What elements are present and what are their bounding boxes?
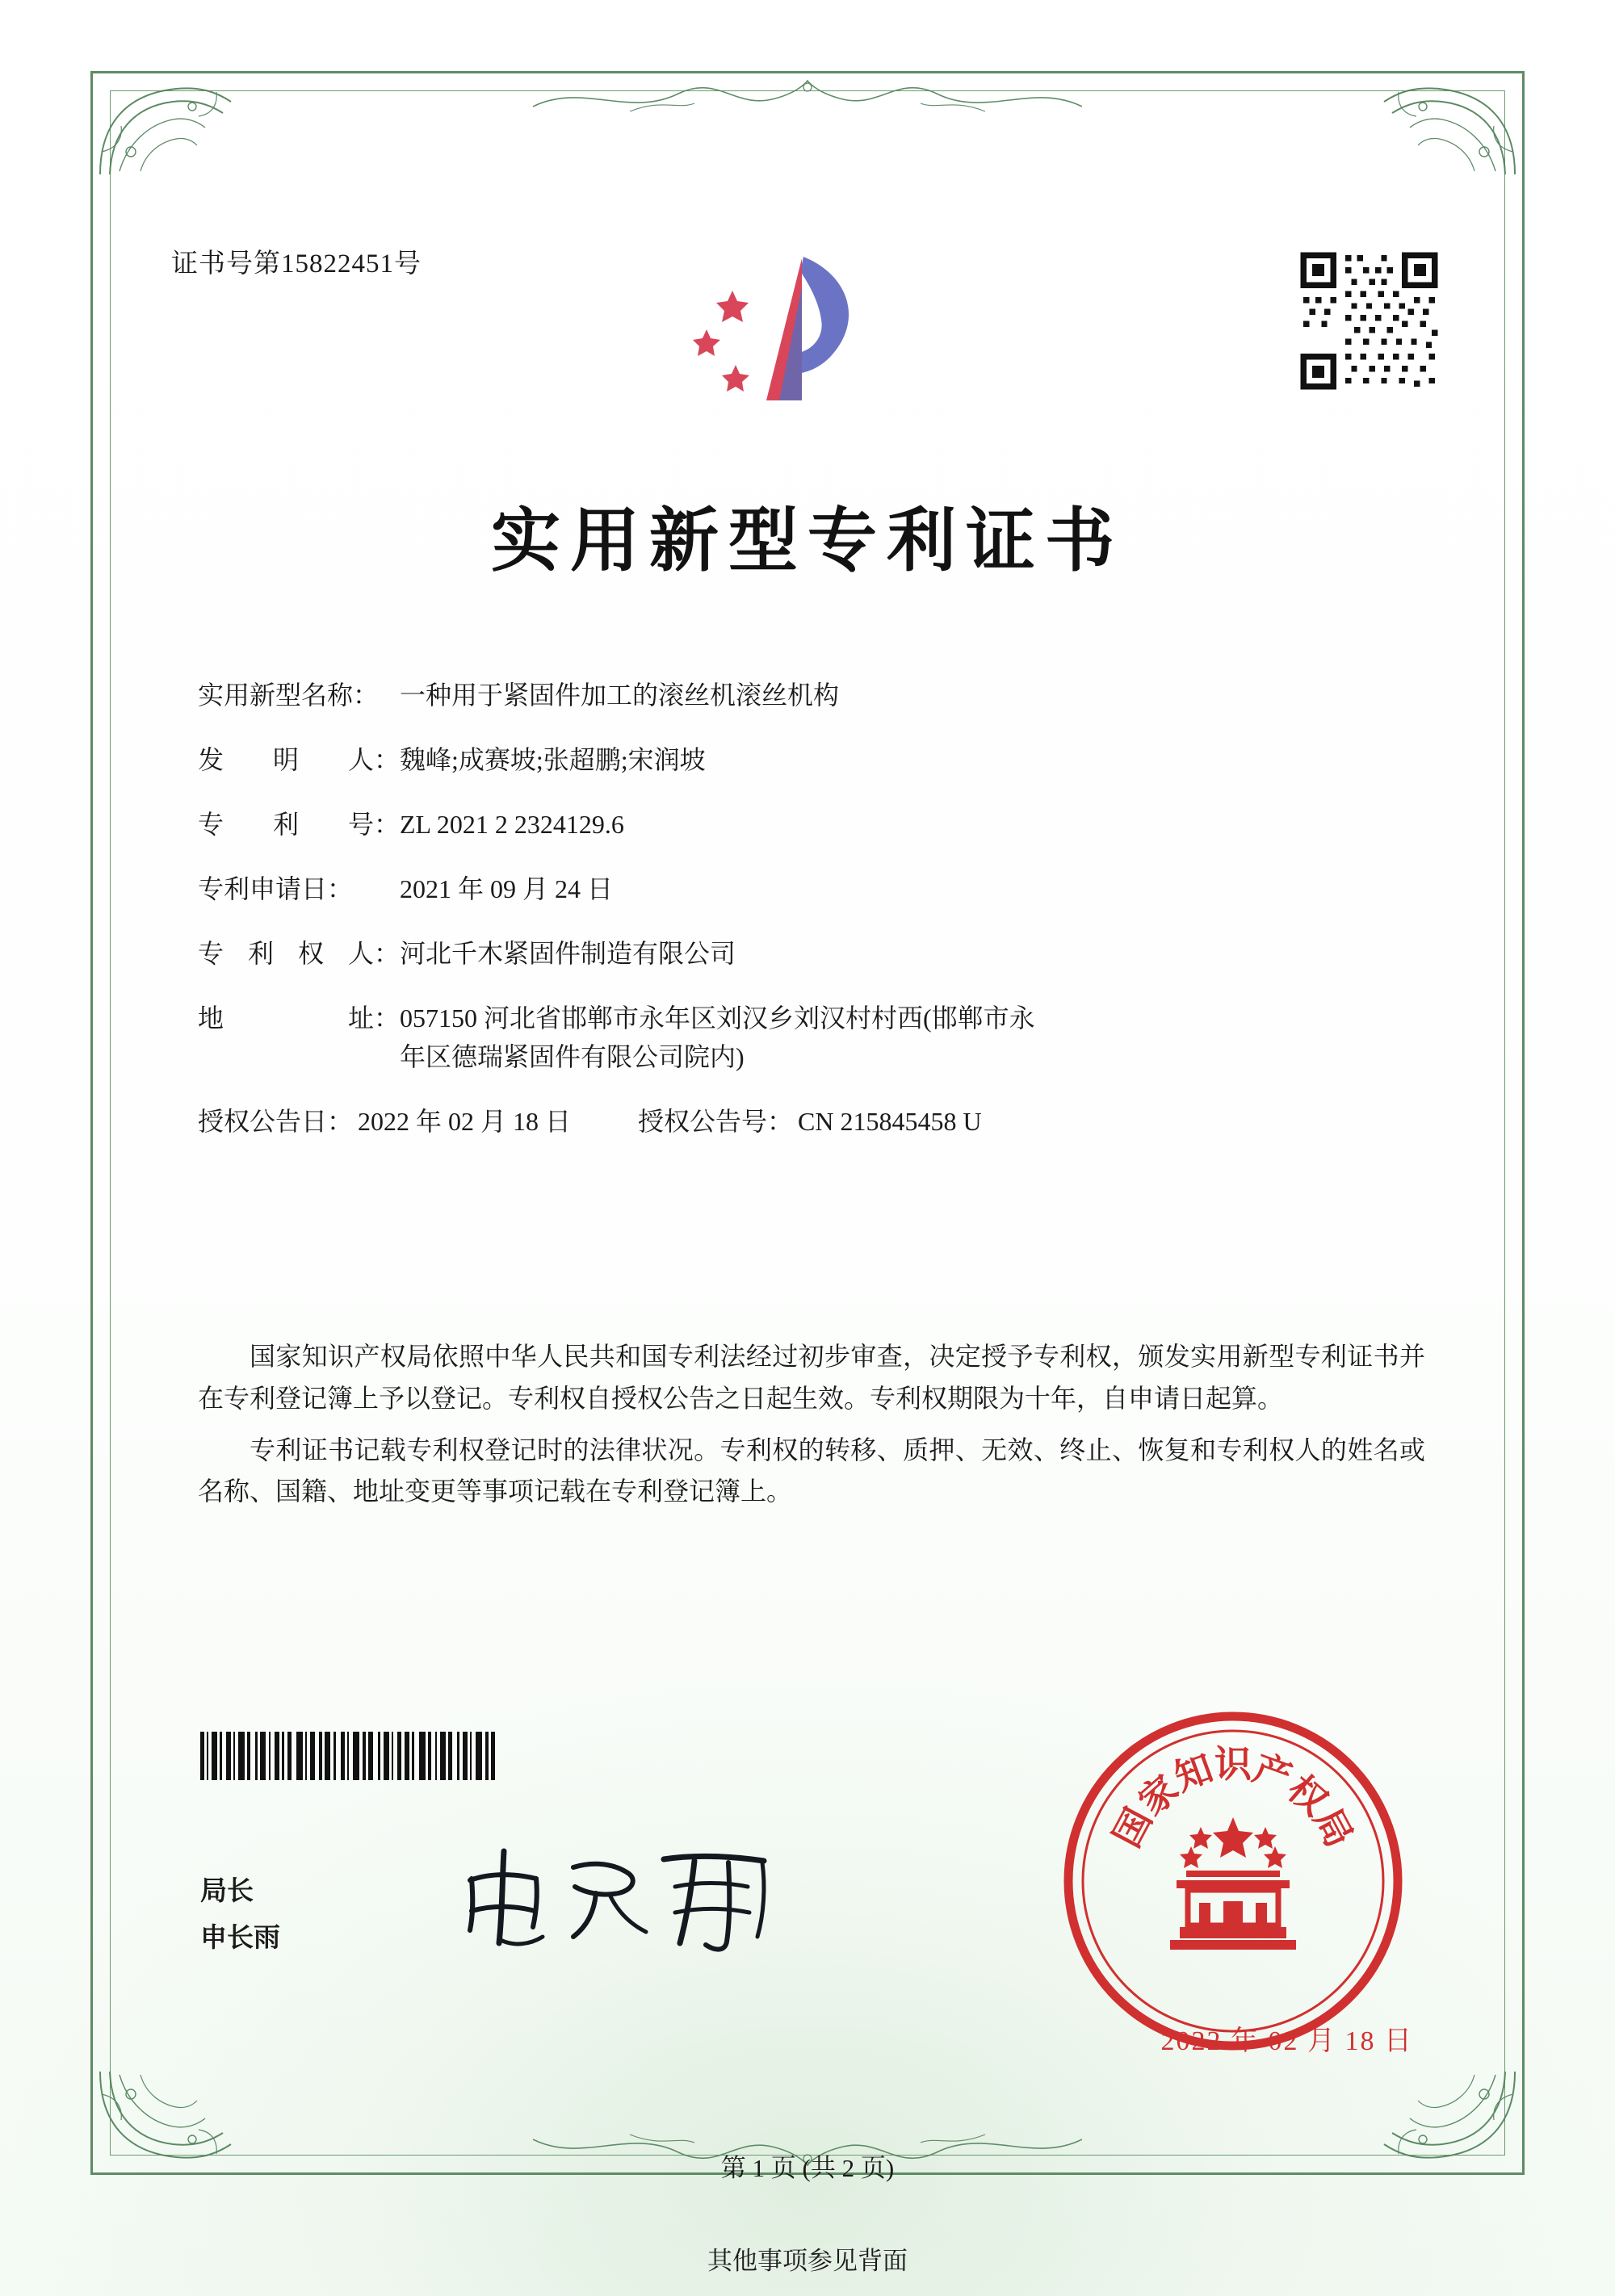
field-value: CN 215845458 U	[798, 1107, 982, 1136]
field-label-char: 利	[272, 810, 299, 839]
official-red-seal-icon	[1059, 1707, 1407, 2055]
legal-paragraph: 国家知识产权局依照中华人民共和国专利法经过初步审查，决定授予专利权，颁发实用新型专利证书并在专利登记簿上予以登记。专利权自授权公告之日起生效。专利权期限为十年，自申请日起算。	[198, 1342, 1425, 1413]
field-value: 2021 年 09 月 24 日	[400, 874, 614, 903]
field-list	[198, 682, 1429, 1167]
signature-labels	[200, 1869, 280, 1963]
field-label	[198, 941, 400, 966]
field-inventors	[198, 747, 1429, 773]
top-edge-flourish-icon	[533, 74, 1082, 121]
patent-office-logo-icon	[682, 242, 900, 428]
field-label-char: 专	[198, 939, 224, 968]
barcode-icon	[200, 1732, 612, 1780]
svg-text:识: 识	[1214, 1744, 1252, 1785]
field-label-char: 权	[297, 939, 324, 968]
field-label-char: 发	[198, 745, 224, 774]
svg-text:局: 局	[1306, 1801, 1361, 1854]
field-label-char: 人：	[347, 939, 400, 968]
seal-date: 2022 年 02 月 18 日	[1160, 2026, 1413, 2056]
field-patentee	[198, 941, 1429, 966]
corner-ornament-icon	[1366, 74, 1520, 179]
field-label	[198, 811, 400, 837]
director-name-label: 申长雨	[200, 1923, 280, 1953]
handwritten-signature-icon	[452, 1837, 791, 1958]
field-label-char: 明	[272, 745, 299, 774]
field-value: 河北千木紧固件制造有限公司	[400, 939, 736, 968]
field-label: 专利申请日：	[198, 874, 354, 903]
field-value: 2022 年 02 月 18 日	[358, 1107, 572, 1136]
svg-text:产: 产	[1248, 1747, 1298, 1799]
field-label: 实用新型名称：	[198, 681, 380, 710]
field-label: 授权公告日：	[198, 1107, 354, 1136]
svg-text:家: 家	[1130, 1767, 1186, 1824]
field-patent-number	[198, 811, 1429, 837]
qr-code-icon	[1294, 246, 1444, 396]
field-value	[400, 1005, 1429, 1070]
page-indicator: 第 1 页 (共 2 页)	[720, 2154, 895, 2182]
field-label-char: 利	[247, 939, 274, 968]
field-grant-row	[198, 1108, 1429, 1134]
field-value: ZL 2021 2 2324129.6	[400, 810, 624, 839]
field-address	[198, 1005, 1429, 1070]
field-label-char: 专	[198, 810, 224, 839]
field-label-char: 址：	[347, 1003, 400, 1033]
page-title: 实用新型专利证书	[491, 502, 1124, 580]
field-value: 一种用于紧固件加工的滚丝机滚丝机构	[400, 681, 840, 710]
field-label: 授权公告号：	[638, 1107, 794, 1136]
svg-text:权: 权	[1280, 1767, 1336, 1824]
address-line-1: 057150 河北省邯郸市永年区刘汉乡刘汉村村西(邯郸市永	[400, 1003, 1035, 1033]
address-line-2: 年区德瑞紧固件有限公司院内)	[400, 1042, 745, 1071]
corner-ornament-icon	[95, 74, 249, 179]
director-title-label: 局长	[200, 1877, 254, 1906]
legal-text	[198, 1336, 1425, 1523]
field-label-char: 地	[198, 1003, 224, 1033]
certificate-number: 证书号第15822451号	[171, 249, 422, 279]
footer-note: 其他事项参见背面	[707, 2247, 908, 2275]
field-label-char: 号：	[347, 810, 400, 839]
field-label	[198, 1005, 400, 1031]
field-grant-number	[638, 1108, 982, 1134]
legal-paragraph: 专利证书记载专利权登记时的法律状况。专利权的转移、质押、无效、终止、恢复和专利权人的姓名或名称、国籍、地址变更等事项记载在专利登记簿上。	[198, 1435, 1425, 1506]
field-grant-date	[198, 1108, 638, 1134]
svg-text:知: 知	[1168, 1747, 1219, 1799]
field-label	[198, 747, 400, 773]
field-value: 魏峰;成赛坡;张超鹏;宋润坡	[400, 745, 706, 774]
field-application-date	[198, 876, 1429, 902]
field-label-char: 人：	[347, 745, 400, 774]
svg-text:国: 国	[1105, 1801, 1160, 1854]
field-utility-model-name	[198, 682, 1429, 708]
